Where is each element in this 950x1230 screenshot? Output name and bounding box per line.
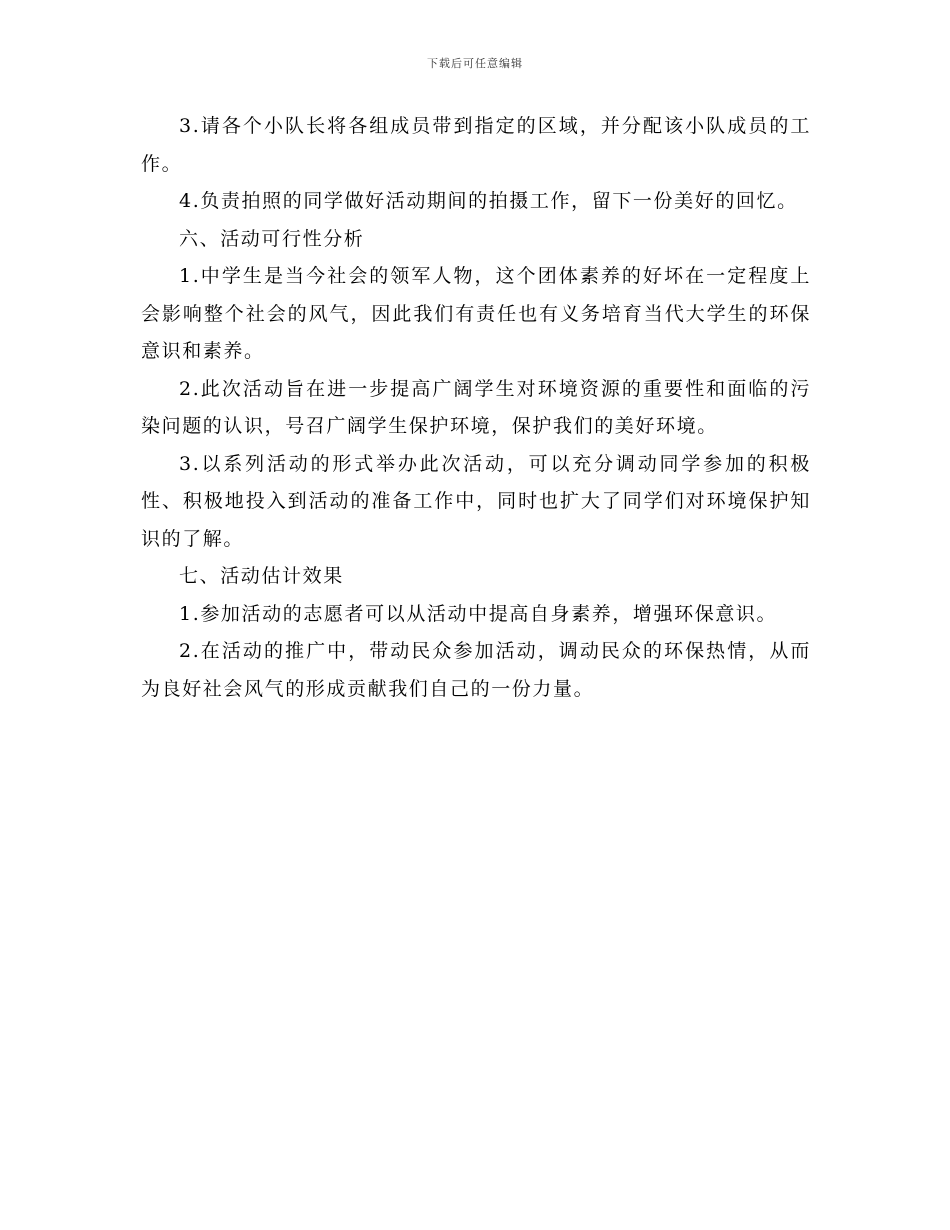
paragraph-feasibility-2: 2.此次活动旨在进一步提高广阔学生对环境资源的重要性和面临的污染问题的认识，号召广阔学生保护环境，保护我们的美好环境。 [141, 377, 811, 437]
paragraph-item-3: 3.请各个小队长将各组成员带到指定的区域，并分配该小队成员的工作。 [141, 115, 811, 175]
paragraph-effect-1: 1.参加活动的志愿者可以从活动中提高自身素养，增强环保意识。 [179, 602, 778, 625]
section-heading-feasibility: 六、活动可行性分析 [179, 227, 365, 250]
paragraph-feasibility-1: 1.中学生是当今社会的领军人物，这个团体素养的好坏在一定程度上会影响整个社会的风气，因此我们有责任也有义务培育当代大学生的环保意识和素养。 [141, 265, 811, 362]
section-heading-expected-effect: 七、活动估计效果 [179, 565, 344, 587]
paragraph-item-4: 4.负责拍照的同学做好活动期间的拍摄工作，留下一份美好的回忆。 [179, 190, 798, 212]
document-body [141, 108, 811, 708]
page-header-note: 下载后可任意编辑 [427, 57, 523, 70]
paragraph-feasibility-3: 3.以系列活动的形式举办此次活动，可以充分调动同学参加的积极性、积极地投入到活动的准备工作中，同时也扩大了同学们对环境保护知识的了解。 [141, 452, 811, 550]
paragraph-effect-2: 2.在活动的推广中，带动民众参加活动，调动民众的环保热情，从而为良好社会风气的形成贡献我们自己的一份力量。 [141, 640, 811, 700]
